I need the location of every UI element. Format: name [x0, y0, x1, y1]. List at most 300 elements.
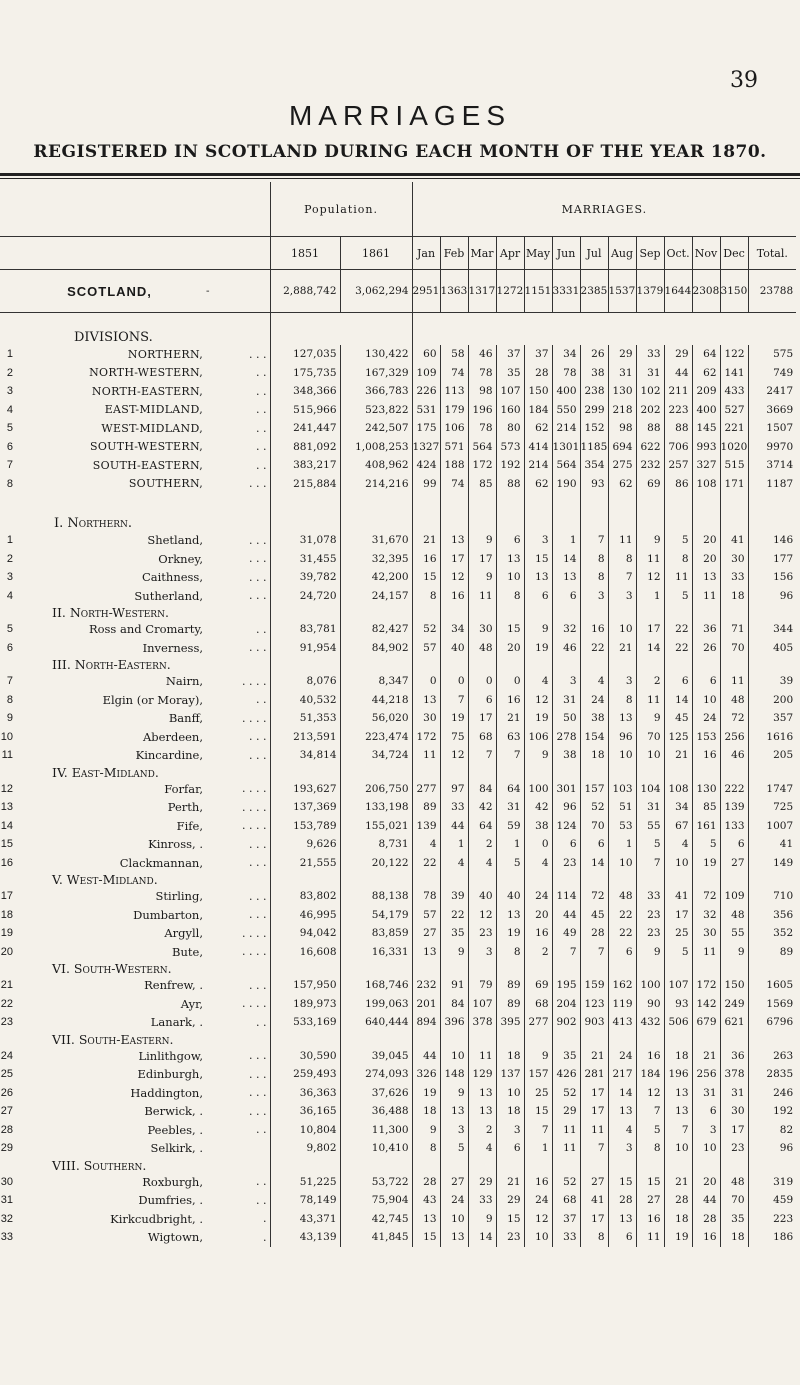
cell-value: 706	[664, 438, 692, 457]
row-number: 25	[0, 1068, 13, 1081]
row-name: Renfrew, .	[144, 978, 203, 993]
cell-value: 1185	[580, 438, 608, 457]
cell-value: 55	[720, 924, 748, 943]
group-heading-row	[0, 493, 796, 531]
group-heading-row	[0, 1032, 796, 1047]
cell-value: 1187	[748, 475, 796, 494]
table-row	[0, 691, 796, 710]
cell-value: 16	[580, 620, 608, 639]
cell-value: 48	[720, 906, 748, 925]
cell-value: 168,746	[340, 976, 412, 995]
cell-value: 145	[692, 419, 720, 438]
cell-value: 13	[412, 1210, 440, 1229]
row-name: Kinross, .	[148, 837, 203, 852]
cell-value: 129	[468, 1065, 496, 1084]
cell-value: 10	[692, 691, 720, 710]
cell-value: 5	[440, 1139, 468, 1158]
cell-value: 8	[580, 550, 608, 569]
cell-value: 11	[636, 550, 664, 569]
cell-value: 88,138	[340, 887, 412, 906]
cell-value: 11	[580, 1121, 608, 1140]
leader-dots: . . .	[249, 856, 267, 870]
leader-dots: . .	[256, 366, 267, 380]
group-heading: VIII. Southern.	[52, 1157, 147, 1173]
row-name: EAST-MIDLAND,	[104, 403, 203, 417]
cell-value: 62	[608, 475, 636, 494]
row-number: 4	[6, 403, 13, 416]
cell-value: 122	[720, 345, 748, 364]
cell-value: 4	[580, 672, 608, 691]
cell-value: 23	[468, 924, 496, 943]
cell-value: 6	[608, 943, 636, 962]
table-row	[0, 924, 796, 943]
cell-value: 5	[664, 943, 692, 962]
cell-value: 19	[412, 1084, 440, 1103]
cell-value: 78	[412, 887, 440, 906]
row-name: Orkney,	[158, 551, 203, 566]
cell-value: 211	[664, 382, 692, 401]
group-heading: II. North-Western.	[52, 605, 169, 620]
scotland-value: 2308	[692, 270, 720, 313]
cell-value: 44	[664, 364, 692, 383]
cell-value: 1327	[412, 438, 440, 457]
row-number: 13	[0, 801, 13, 814]
cell-value: 51,225	[270, 1173, 340, 1192]
cell-value: 152	[580, 419, 608, 438]
cell-value: 8	[412, 1139, 440, 1158]
cell-value: 0	[524, 835, 552, 854]
cell-value: 21	[608, 639, 636, 658]
cell-value: 78	[468, 364, 496, 383]
leader-dots: . . .	[249, 1086, 267, 1100]
cell-value: 24	[524, 1191, 552, 1210]
cell-value: 137,369	[270, 798, 340, 817]
divisions-heading: DIVISIONS.	[74, 330, 153, 345]
table-row	[0, 364, 796, 383]
cell-value: 104	[636, 780, 664, 799]
cell-value: 33	[552, 1228, 580, 1247]
cell-value: 213,591	[270, 728, 340, 747]
cell-value: 8	[580, 1228, 608, 1247]
cell-value: 1007	[748, 817, 796, 836]
row-number: 7	[6, 675, 13, 688]
leader-dots: . .	[256, 693, 267, 707]
leader-dots: . . .	[249, 533, 267, 547]
cell-value: 192	[748, 1102, 796, 1121]
cell-value: 130,422	[340, 345, 412, 364]
cell-value: 12	[636, 1084, 664, 1103]
cell-value: 29	[664, 345, 692, 364]
cell-value: 13	[664, 1102, 692, 1121]
cell-value: 133,198	[340, 798, 412, 817]
cell-value: 96	[748, 587, 796, 606]
header-rule-thin	[0, 178, 800, 179]
column-header: Total.	[748, 237, 796, 270]
cell-value: 46,995	[270, 906, 340, 925]
cell-value: 10	[664, 1139, 692, 1158]
cell-value: 14	[636, 639, 664, 658]
cell-value: 7	[664, 1121, 692, 1140]
row-name: Sutherland,	[134, 588, 203, 603]
scotland-value: 1317	[468, 270, 496, 313]
cell-value: 24	[608, 1047, 636, 1066]
cell-value: 43	[412, 1191, 440, 1210]
header-population: Population.	[270, 182, 412, 237]
cell-value: 459	[748, 1191, 796, 1210]
cell-value: 218	[608, 401, 636, 420]
cell-value: 139	[720, 798, 748, 817]
cell-value: 4	[468, 854, 496, 873]
cell-value: 533,169	[270, 1013, 340, 1032]
cell-value: 6796	[748, 1013, 796, 1032]
cell-value: 523,822	[340, 401, 412, 420]
cell-value: 75,904	[340, 1191, 412, 1210]
cell-value: 78,149	[270, 1191, 340, 1210]
cell-value: 68	[552, 1191, 580, 1210]
cell-value: 38	[552, 746, 580, 765]
cell-value: 13	[468, 1084, 496, 1103]
cell-value: 48	[720, 691, 748, 710]
cell-value: 29	[552, 1102, 580, 1121]
cell-value: 10	[608, 854, 636, 873]
group-heading: VI. South-Western.	[52, 961, 172, 976]
cell-value: 278	[552, 728, 580, 747]
cell-value: 175,735	[270, 364, 340, 383]
cell-value: 277	[524, 1013, 552, 1032]
cell-value: 4	[608, 1121, 636, 1140]
cell-value: 16	[692, 1228, 720, 1247]
cell-value: 201	[412, 995, 440, 1014]
cell-value: 88	[636, 419, 664, 438]
cell-value: 3	[692, 1121, 720, 1140]
cell-value: 71	[720, 620, 748, 639]
cell-value: 26	[580, 345, 608, 364]
cell-value: 72	[580, 887, 608, 906]
cell-value: 162	[608, 976, 636, 995]
cell-value: 83,802	[270, 887, 340, 906]
cell-value: 157,950	[270, 976, 340, 995]
leader-dots: . .	[256, 1175, 267, 1189]
row-name: Kirkcudbright, .	[110, 1211, 203, 1226]
group-heading: V. West-Midland.	[52, 872, 158, 887]
cell-value: 640,444	[340, 1013, 412, 1032]
cell-value: 28	[664, 1191, 692, 1210]
cell-value: 22	[580, 639, 608, 658]
cell-value: 48	[720, 1173, 748, 1192]
table-row	[0, 587, 796, 606]
cell-value: 172	[468, 456, 496, 475]
cell-value: 223	[664, 401, 692, 420]
column-header: Nov	[692, 237, 720, 270]
cell-value: 89	[496, 995, 524, 1014]
cell-value: 2	[636, 672, 664, 691]
table-row	[0, 419, 796, 438]
cell-value: 5	[664, 587, 692, 606]
row-name: Fife,	[176, 818, 203, 833]
cell-value: 11	[692, 943, 720, 962]
cell-value: 725	[748, 798, 796, 817]
scotland-value: 1272	[496, 270, 524, 313]
cell-value: 195	[552, 976, 580, 995]
cell-value: 44	[412, 1047, 440, 1066]
leader-dots: . . .	[249, 1104, 267, 1118]
cell-value: 710	[748, 887, 796, 906]
cell-value: 155,021	[340, 817, 412, 836]
cell-value: 301	[552, 780, 580, 799]
cell-value: 43,371	[270, 1210, 340, 1229]
cell-value: 205	[748, 746, 796, 765]
cell-value: 8	[496, 587, 524, 606]
cell-value: 9	[440, 943, 468, 962]
group-heading-row	[0, 657, 796, 672]
cell-value: 184	[524, 401, 552, 420]
row-name: Clackmannan,	[119, 855, 203, 870]
cell-value: 1020	[720, 438, 748, 457]
cell-value: 1	[440, 835, 468, 854]
cell-value: 44,218	[340, 691, 412, 710]
cell-value: 150	[524, 382, 552, 401]
cell-value: 223	[748, 1210, 796, 1229]
cell-value: 57	[412, 639, 440, 658]
cell-value: 70	[720, 1191, 748, 1210]
cell-value: 11	[692, 587, 720, 606]
cell-value: 184	[636, 1065, 664, 1084]
cell-value: 8	[496, 943, 524, 962]
cell-value: 21	[412, 531, 440, 550]
cell-value: 31	[636, 364, 664, 383]
cell-value: 275	[608, 456, 636, 475]
row-name: Shetland,	[147, 533, 203, 548]
leader-dots: . . .	[249, 477, 267, 491]
cell-value: 17	[720, 1121, 748, 1140]
group-heading: VII. South-Eastern.	[52, 1031, 174, 1047]
cell-value: 46	[552, 639, 580, 658]
row-name: Caithness,	[141, 570, 203, 585]
row-name: Roxburgh,	[142, 1174, 203, 1189]
cell-value: 192	[496, 456, 524, 475]
cell-value: 7	[580, 531, 608, 550]
cell-value: 156	[748, 568, 796, 587]
cell-value: 35	[496, 364, 524, 383]
cell-value: 35	[440, 924, 468, 943]
cell-value: 396	[440, 1013, 468, 1032]
cell-value: 193,627	[270, 780, 340, 799]
cell-value: 21	[664, 746, 692, 765]
cell-value: 167,329	[340, 364, 412, 383]
cell-value: 106	[524, 728, 552, 747]
table-row	[0, 1047, 796, 1066]
cell-value: 36	[692, 620, 720, 639]
row-number: 18	[0, 908, 13, 921]
cell-value: 226	[412, 382, 440, 401]
cell-value: 41,845	[340, 1228, 412, 1247]
cell-value: 9	[720, 943, 748, 962]
cell-value: 9	[636, 531, 664, 550]
cell-value: 103	[608, 780, 636, 799]
cell-value: 34,724	[340, 746, 412, 765]
cell-value: 24	[440, 1191, 468, 1210]
row-number: 16	[0, 856, 13, 869]
row-number: 3	[6, 385, 13, 398]
cell-value: 357	[748, 709, 796, 728]
cell-value: 48	[468, 639, 496, 658]
cell-value: 37	[552, 1210, 580, 1229]
cell-value: 531	[412, 401, 440, 420]
group-heading: III. North-Eastern.	[52, 657, 171, 672]
cell-value: 222	[720, 780, 748, 799]
cell-value: 84	[440, 995, 468, 1014]
cell-value: 196	[664, 1065, 692, 1084]
table-row	[0, 1228, 796, 1247]
cell-value: 149	[748, 854, 796, 873]
cell-value: 16	[636, 1047, 664, 1066]
cell-value: 39,045	[340, 1047, 412, 1066]
cell-value: 27	[636, 1191, 664, 1210]
cell-value: 25	[664, 924, 692, 943]
cell-value: 16	[636, 1210, 664, 1229]
cell-value: 12	[440, 746, 468, 765]
cell-value: 34,814	[270, 746, 340, 765]
cell-value: 63	[496, 728, 524, 747]
table-row	[0, 780, 796, 799]
row-name: Peebles, .	[147, 1122, 203, 1137]
cell-value: 27	[580, 1173, 608, 1192]
scotland-value: 23788	[748, 270, 796, 313]
cell-value: 11	[664, 568, 692, 587]
cell-value: 214	[552, 419, 580, 438]
row-name: NORTHERN,	[127, 347, 203, 361]
cell-value: 40	[440, 639, 468, 658]
cell-value: 20	[692, 550, 720, 569]
cell-value: 13	[692, 568, 720, 587]
column-header: Dec	[720, 237, 748, 270]
cell-value: 85	[468, 475, 496, 494]
group-heading-row	[0, 872, 796, 887]
cell-value: 10	[692, 1139, 720, 1158]
table-row	[0, 1102, 796, 1121]
row-number: 6	[6, 440, 13, 453]
cell-value: 10	[496, 1084, 524, 1103]
row-number: 33	[0, 1231, 13, 1244]
cell-value: 17	[440, 550, 468, 569]
cell-value: 0	[440, 672, 468, 691]
cell-value: 13	[552, 568, 580, 587]
cell-value: 21	[692, 1047, 720, 1066]
leader-dots: . . .	[249, 730, 267, 744]
table-row	[0, 1065, 796, 1084]
cell-value: 4	[524, 672, 552, 691]
cell-value: 24	[580, 691, 608, 710]
cell-value: 171	[720, 475, 748, 494]
cell-value: 41	[720, 531, 748, 550]
leader-dots: . . .	[249, 347, 267, 361]
cell-value: 327	[692, 456, 720, 475]
group-heading: I. Northern.	[54, 516, 132, 531]
cell-value: 188	[440, 456, 468, 475]
cell-value: 344	[748, 620, 796, 639]
cell-value: 141	[720, 364, 748, 383]
row-name: Ayr,	[180, 996, 203, 1011]
cell-value: 82	[748, 1121, 796, 1140]
cell-value: 13	[468, 1102, 496, 1121]
cell-value: 6	[552, 587, 580, 606]
row-name: SOUTH-WESTERN,	[89, 440, 203, 454]
cell-value: 123	[580, 995, 608, 1014]
row-number: 7	[6, 459, 13, 472]
cell-value: 37	[524, 345, 552, 364]
cell-value: 14	[580, 854, 608, 873]
cell-value: 6	[692, 672, 720, 691]
cell-value: 64	[468, 817, 496, 836]
cell-value: 9,802	[270, 1139, 340, 1158]
cell-value: 3	[496, 1121, 524, 1140]
cell-value: 202	[636, 401, 664, 420]
cell-value: 107	[664, 976, 692, 995]
cell-value: 2	[524, 943, 552, 962]
cell-value: 20	[496, 639, 524, 658]
cell-value: 15	[636, 1173, 664, 1192]
row-number: 22	[0, 997, 13, 1010]
cell-value: 281	[580, 1065, 608, 1084]
cell-value: 100	[524, 780, 552, 799]
table-row	[0, 854, 796, 873]
row-number: 26	[0, 1086, 13, 1099]
cell-value: 137	[496, 1065, 524, 1084]
cell-value: 18	[664, 1047, 692, 1066]
cell-value: 31	[552, 691, 580, 710]
table-row	[0, 976, 796, 995]
cell-value: 35	[552, 1047, 580, 1066]
row-number: 23	[0, 1016, 13, 1029]
cell-value: 30	[692, 924, 720, 943]
cell-value: 175	[412, 419, 440, 438]
cell-value: 246	[748, 1084, 796, 1103]
cell-value: 48	[608, 887, 636, 906]
cell-value: 1	[608, 835, 636, 854]
cell-value: 51	[608, 798, 636, 817]
cell-value: 102	[636, 382, 664, 401]
row-name: SOUTHERN,	[128, 477, 203, 491]
cell-value: 405	[748, 639, 796, 658]
cell-value: 33	[440, 798, 468, 817]
cell-value: 263	[748, 1047, 796, 1066]
table-row	[0, 401, 796, 420]
cell-value: 52	[552, 1084, 580, 1103]
cell-value: 16	[692, 746, 720, 765]
cell-value: 29	[608, 345, 636, 364]
cell-value: 45	[664, 709, 692, 728]
cell-value: 93	[664, 995, 692, 1014]
leader-dots: . . .	[249, 978, 267, 992]
cell-value: 57	[412, 906, 440, 925]
cell-value: 15	[524, 550, 552, 569]
leader-dots: . . . .	[242, 819, 267, 833]
cell-value: 31	[692, 1084, 720, 1103]
column-header: May	[524, 237, 552, 270]
column-header: Jun	[552, 237, 580, 270]
row-number: 2	[6, 366, 13, 379]
column-header: Jan	[412, 237, 440, 270]
cell-value: 89	[412, 798, 440, 817]
cell-value: 172	[692, 976, 720, 995]
cell-value: 107	[496, 382, 524, 401]
row-name: Elgin (or Moray),	[102, 692, 203, 707]
cell-value: 6	[580, 835, 608, 854]
cell-value: 395	[496, 1013, 524, 1032]
cell-value: 68	[468, 728, 496, 747]
cell-value: 27	[412, 924, 440, 943]
cell-value: 1301	[552, 438, 580, 457]
